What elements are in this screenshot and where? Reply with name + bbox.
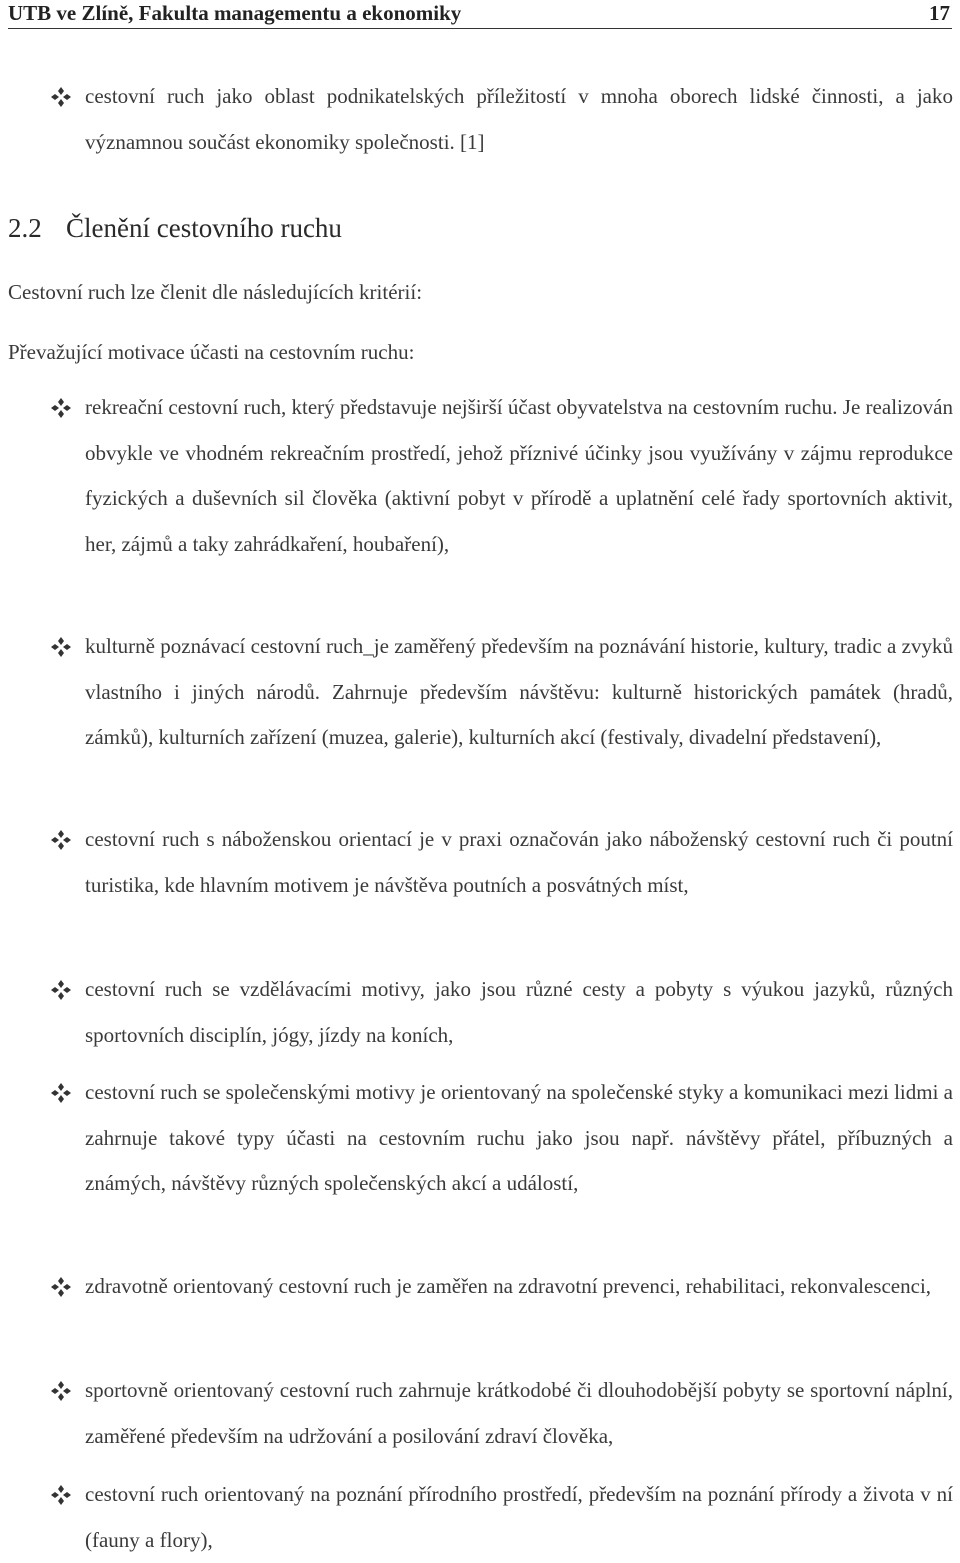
section-number: 2.2 [8, 213, 42, 243]
list-item: rekreační cestovní ruch, který představuje nejširší účast obyvatelstva na cestovním ruchu. Je realizován obvykle ve vhodném rekreačním prostředí, jehož příznivé účinky jsou využívány v zájmu reprodukce fyzických a duševních sil člověka (aktivní pobyt v přírodě a uplatnění celé řady sportovních aktivit, her, zájmů a taky zahrádkaření, houbaření), [85, 395, 953, 556]
section-title: Členění cestovního ruchu [66, 213, 342, 243]
four-diamond-bullet-icon [50, 397, 72, 419]
four-diamond-bullet-icon [50, 979, 72, 1001]
header-title: UTB ve Zlíně, Fakulta managementu a ekonomiky [8, 1, 462, 25]
four-diamond-bullet-icon [50, 1380, 72, 1402]
list-item: cestovní ruch se společenskými motivy je orientovaný na společenské styky a komunikaci mezi lidmi a zahrnuje takové typy účasti na cestovním ruchu jako jsou např. návštěvy přátel, příbuzných a známých, návštěvy různých společenských akcí a událostí, [85, 1080, 953, 1195]
list-item: cestovní ruch jako oblast podnikatelských příležitostí v mnoha oborech lidské činnosti, a jako významnou součást ekonomiky společnosti. [1] [85, 84, 953, 154]
section-heading [8, 212, 342, 244]
list-item: cestovní ruch s náboženskou orientací je v praxi označován jako náboženský cestovní ruch či poutní turistika, kde hlavním motivem je návštěva poutních a posvátných míst, [85, 827, 953, 897]
list-item: kulturně poznávací cestovní ruch_je zaměřený především na poznávání historie, kultury, tradic a zvyků vlastního i jiných národů. Zahrnuje především návštěvu: kulturně historických památek (hradů, zámků), kulturních zařízení (muzea, galerie), kulturních akcí (festivaly, divadelní představení), [85, 634, 953, 749]
list-item: cestovní ruch orientovaný na poznání přírodního prostředí, především na poznání přírody a života v ní (fauny a flory), [85, 1482, 953, 1552]
four-diamond-bullet-icon [50, 636, 72, 658]
page-number: 17 [929, 1, 950, 25]
four-diamond-bullet-icon [50, 829, 72, 851]
four-diamond-bullet-icon [50, 1082, 72, 1104]
four-diamond-bullet-icon [50, 1484, 72, 1506]
list-item: cestovní ruch se vzdělávacími motivy, jako jsou různé cesty a pobyty s výukou jazyků, různých sportovních disciplín, jógy, jízdy na koních, [85, 977, 953, 1047]
page-header [8, 0, 952, 29]
four-diamond-bullet-icon [50, 86, 72, 108]
four-diamond-bullet-icon [50, 1276, 72, 1298]
subheading: Převažující motivace účasti na cestovním ruchu: [8, 340, 415, 364]
list-item: sportovně orientovaný cestovní ruch zahrnuje krátkodobé či dlouhodobější pobyty se sportovní náplní, zaměřené především na udržování a posilování zdraví člověka, [85, 1378, 953, 1448]
intro-paragraph: Cestovní ruch lze členit dle následujících kritérií: [8, 280, 423, 304]
list-item: zdravotně orientovaný cestovní ruch je zaměřen na zdravotní prevenci, rehabilitaci, rekonvalescenci, [85, 1274, 932, 1298]
